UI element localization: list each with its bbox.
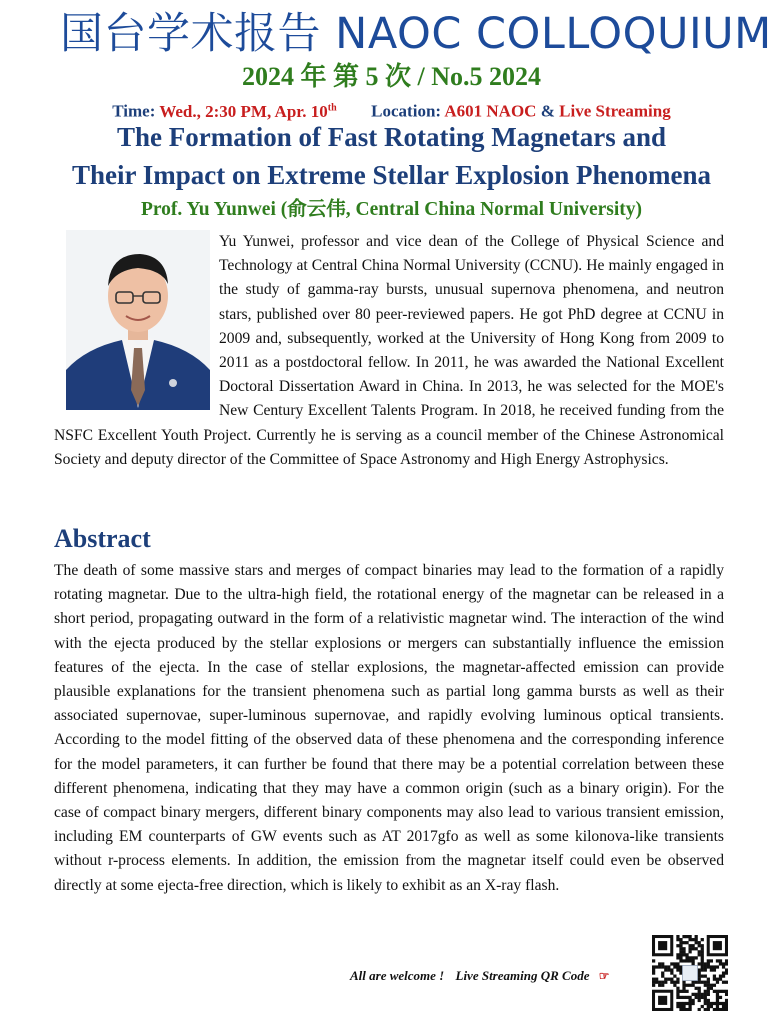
location-label: Location: xyxy=(371,101,442,121)
qr-code-icon xyxy=(652,935,728,1011)
talk-title-line-2: Their Impact on Extreme Stellar Explosion Phenomena xyxy=(71,160,711,190)
time-label: Time: xyxy=(112,101,156,121)
speaker-biography xyxy=(54,230,724,472)
live-streaming-label: Live Streaming xyxy=(559,101,671,121)
pointing-hand-icon: ☞ xyxy=(598,969,610,983)
welcome-text: All are welcome ! xyxy=(350,968,445,983)
qr-code-label: Live Streaming QR Code xyxy=(455,968,590,983)
issue-number: 2024 年 第 5 次 / No.5 2024 xyxy=(241,62,541,91)
time-suffix: th xyxy=(327,102,337,113)
colloquium-title: 国台学术报告 NAOC COLLOQUIUM xyxy=(60,9,772,59)
speaker-name: Prof. Yu Yunwei (俞云伟, Central China Normal University) xyxy=(140,199,643,220)
location-value: A601 NAOC xyxy=(444,101,537,121)
footer-welcome-line xyxy=(350,966,609,986)
location-ampersand: & xyxy=(540,101,555,121)
time-value-text: Wed., 2:30 PM, Apr. 10 xyxy=(159,101,328,121)
abstract-text: The death of some massive stars and merges of compact binaries may lead to the formation of a rapidly rotating magnetar. Due to the ultra-high field, the rotational energy of the magnetar can be released in a short period, propagating outward in the form of a relativistic magnetar wind. The interaction of the wind with the ejecta produced by the stellar explosions or mergers can substantially influence the emission features of the ejecta. In the case of stellar explosions, the magnetar-affected emission can provide plausible explanations for the transient phenomena such as partial long gamma bursts as well as their associated supernovae, super-luminous supernovae, and rapidly evolving luminous optical transients. According to the model fitting of the observed data of these phenomena and the corresponding inference for the model parameters, it can further be found that there may be a potential correlation between these different phenomena, indicating that they may have a common origin (such as a binary origin). For the case of compact binary mergers, different binary components may also lead to various transient emission, including EM counterparts of GW events such as AT 2017gfo as well as some kilonova-like transients without r-process elements. In addition, the emission from the magnetar itself could even be observed directly at some ejecta-free direction, which is likely to exhibit as an X-ray flash. xyxy=(54,562,724,894)
talk-title-line-1: The Formation of Fast Rotating Magnetars and xyxy=(117,122,666,152)
talk-title xyxy=(0,118,783,194)
abstract-heading: Abstract xyxy=(54,524,151,553)
live-streaming-qr-code[interactable] xyxy=(652,935,728,1011)
biography-text: Yu Yunwei, professor and vice dean of the College of Physical Science and Technology at Central China Normal University (CCNU). He mainly engaged in the study of gamma-ray bursts, unusual supernova phenomena, and neutron stars, published over 80 peer-reviewed papers. He got PhD degree at CCNU in 2009 and, subsequently, worked at the University of Hong Kong from 2009 to 2011 as a postdoctoral fellow. In 2011, he was awarded the National Excellent Doctoral Dissertation Award in China. In 2013, he was selected for the MOE's New Century Excellent Talents Program. In 2018, he received funding from the NSFC Excellent Youth Project. Currently he is serving as a council member of the Chinese Astronomical Society and deputy director of the Committee of Space Astronomy and High Energy Astrophysics. xyxy=(54,233,724,468)
